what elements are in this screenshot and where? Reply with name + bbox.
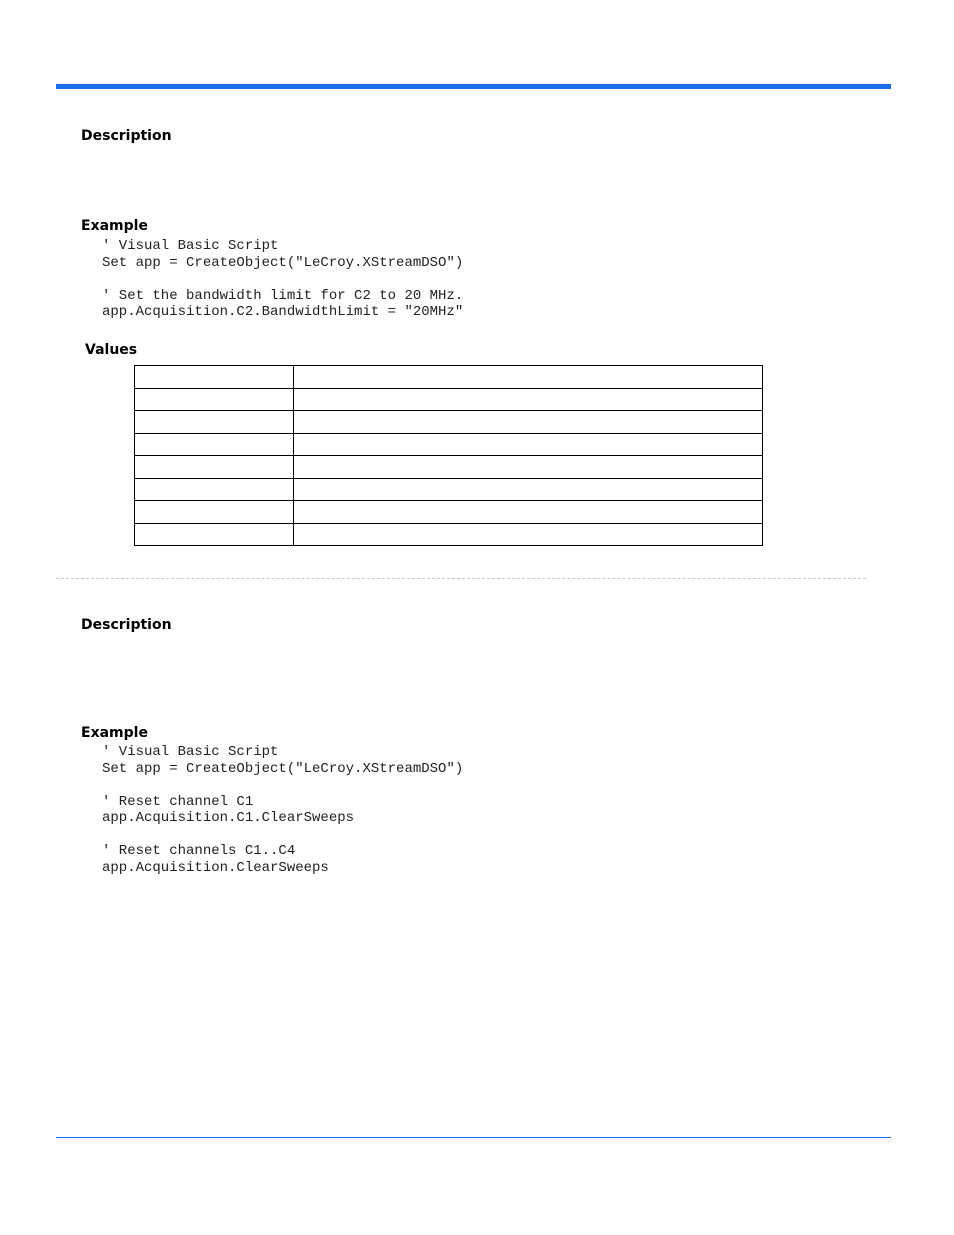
section1-example-heading: Example	[81, 218, 148, 234]
value-cell	[135, 478, 294, 501]
description-cell	[294, 411, 763, 434]
value-cell	[135, 366, 294, 389]
values-table	[134, 365, 763, 546]
value-cell	[135, 456, 294, 479]
values-heading: Values	[85, 342, 138, 358]
code-line: app.Acquisition.C1.ClearSweeps	[102, 810, 355, 826]
section1-code-block	[102, 238, 463, 321]
code-line	[102, 777, 463, 794]
code-line: ' Reset channel C1	[102, 793, 254, 810]
value-cell	[135, 433, 294, 456]
table-row	[135, 478, 763, 501]
description-cell	[294, 388, 763, 411]
section2-description-heading: Description	[81, 617, 172, 633]
value-cell	[135, 388, 294, 411]
table-row	[135, 411, 763, 434]
table-row	[135, 523, 763, 546]
value-cell	[135, 501, 294, 524]
description-cell	[294, 433, 763, 456]
code-line: Set app = CreateObject("LeCroy.XStreamDSO")	[102, 254, 464, 271]
code-line: app.Acquisition.C2.BandwidthLimit = "20MHz"	[102, 304, 464, 320]
section1-description-heading: Description	[81, 128, 172, 144]
code-line: ' Set the bandwidth limit for C2 to 20 MHz.	[102, 287, 464, 304]
section-divider	[56, 578, 866, 579]
table-row	[135, 501, 763, 524]
code-line: ' Visual Basic Script	[102, 744, 279, 760]
description-cell	[294, 456, 763, 479]
code-line: ' Visual Basic Script	[102, 238, 279, 254]
code-line	[102, 271, 463, 288]
value-cell	[135, 523, 294, 546]
code-line: app.Acquisition.ClearSweeps	[102, 859, 329, 876]
description-cell	[294, 478, 763, 501]
section2-example-heading: Example	[81, 725, 148, 741]
code-line	[102, 827, 463, 844]
header-rule	[56, 84, 891, 89]
description-cell	[294, 523, 763, 546]
table-row	[135, 456, 763, 479]
description-cell	[294, 366, 763, 389]
section2-code-block	[102, 744, 463, 876]
table-row	[135, 433, 763, 456]
footer-rule	[56, 1137, 891, 1138]
value-cell	[135, 411, 294, 434]
code-line: ' Reset channels C1..C4	[102, 843, 296, 859]
description-cell	[294, 501, 763, 524]
table-row	[135, 388, 763, 411]
table-row	[135, 366, 763, 389]
code-line: Set app = CreateObject("LeCroy.XStreamDSO")	[102, 760, 464, 777]
